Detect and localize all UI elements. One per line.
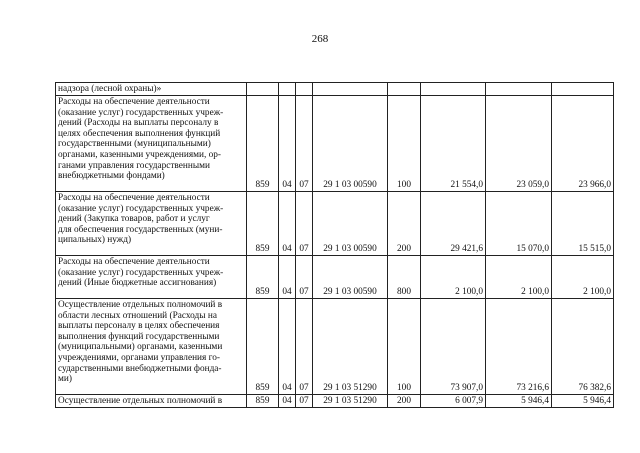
cell-subsection: 07 — [296, 299, 313, 395]
cell-description — [56, 192, 247, 256]
cell-amount-year-3: 76 382,6 — [552, 299, 614, 395]
cell-amount-year-3: 2 100,0 — [552, 256, 614, 299]
cell-section — [279, 83, 296, 96]
table-row — [56, 192, 614, 256]
cell-expense-type: 800 — [388, 256, 421, 299]
description-line: выплаты персоналу в целях обеспечения — [58, 321, 220, 332]
table-row — [56, 256, 614, 299]
cell-amount-year-2 — [486, 83, 552, 96]
cell-amount-year-2: 23 059,0 — [486, 96, 552, 192]
cell-amount-year-1: 29 421,6 — [421, 192, 486, 256]
cell-amount-year-2: 5 946,4 — [486, 395, 552, 408]
cell-target-article: 29 1 03 00590 — [313, 192, 388, 256]
cell-section: 04 — [279, 192, 296, 256]
description-line: ми) — [58, 374, 72, 385]
description-line: дений (Закупка товаров, работ и услуг — [58, 214, 210, 225]
table-row — [56, 83, 614, 96]
cell-expense-type — [388, 83, 421, 96]
cell-code — [247, 83, 279, 96]
cell-code: 859 — [247, 96, 279, 192]
page-number: 268 — [311, 33, 329, 45]
cell-amount-year-1: 73 907,0 — [421, 299, 486, 395]
description-line: Расходы на обеспечение деятельности — [58, 97, 210, 107]
cell-section: 04 — [279, 299, 296, 395]
description-line: Осуществление отдельных полномочий в — [58, 300, 223, 310]
cell-subsection — [296, 83, 313, 96]
description-line: внебюджетными фондами) — [58, 171, 165, 182]
budget-table-body — [56, 83, 614, 408]
cell-amount-year-3: 15 515,0 — [552, 192, 614, 256]
cell-target-article: 29 1 03 51290 — [313, 299, 388, 395]
cell-target-article: 29 1 03 00590 — [313, 256, 388, 299]
description-line: Осуществление отдельных полномочий в — [58, 396, 223, 406]
cell-amount-year-1: 21 554,0 — [421, 96, 486, 192]
cell-subsection: 07 — [296, 96, 313, 192]
description-line: Расходы на обеспечение деятельности — [58, 193, 210, 203]
description-line: дений (Расходы на выплаты персоналу в — [58, 118, 219, 129]
cell-section: 04 — [279, 256, 296, 299]
cell-description — [56, 395, 247, 408]
cell-subsection: 07 — [296, 395, 313, 408]
cell-code: 859 — [247, 395, 279, 408]
cell-description — [56, 96, 247, 192]
cell-section: 04 — [279, 96, 296, 192]
cell-amount-year-1 — [421, 83, 486, 96]
description-line: ганами управления государственными — [58, 160, 210, 171]
cell-code: 859 — [247, 192, 279, 256]
cell-target-article — [313, 83, 388, 96]
budget-table — [55, 82, 614, 408]
description-line: выполнения функций государственными — [58, 331, 220, 342]
table-row — [56, 96, 614, 192]
cell-expense-type: 200 — [388, 192, 421, 256]
description-line: органами, казенными учреждениями, ор- — [58, 149, 222, 160]
cell-amount-year-3: 23 966,0 — [552, 96, 614, 192]
description-line: Расходы на обеспечение деятельности — [58, 257, 210, 267]
cell-description — [56, 256, 247, 299]
description-line: надзора (лесной охраны)» — [58, 84, 162, 94]
table-row — [56, 395, 614, 408]
description-line: сударственными внебюджетными фонда- — [58, 363, 222, 374]
cell-amount-year-2: 2 100,0 — [486, 256, 552, 299]
description-line: для обеспечения государственных (муни- — [58, 224, 223, 235]
description-line: дений (Иные бюджетные ассигнования) — [58, 278, 217, 289]
description-line: государственными (муниципальными) — [58, 139, 211, 150]
cell-expense-type: 100 — [388, 96, 421, 192]
cell-description — [56, 299, 247, 395]
cell-code: 859 — [247, 299, 279, 395]
cell-expense-type: 100 — [388, 299, 421, 395]
cell-subsection: 07 — [296, 256, 313, 299]
cell-amount-year-3: 5 946,4 — [552, 395, 614, 408]
cell-description — [56, 83, 247, 96]
cell-amount-year-2: 73 216,6 — [486, 299, 552, 395]
cell-amount-year-3 — [552, 83, 614, 96]
cell-target-article: 29 1 03 51290 — [313, 395, 388, 408]
cell-section: 04 — [279, 395, 296, 408]
cell-target-article: 29 1 03 00590 — [313, 96, 388, 192]
description-line: (оказание услуг) государственных учреж- — [58, 267, 224, 278]
description-line: (оказание услуг) государственных учреж- — [58, 107, 224, 118]
cell-subsection: 07 — [296, 192, 313, 256]
cell-amount-year-1: 2 100,0 — [421, 256, 486, 299]
description-line: (муниципальными) органами, казенными — [58, 342, 223, 353]
description-line: целях обеспечения выполнения функций — [58, 128, 221, 139]
cell-expense-type: 200 — [388, 395, 421, 408]
cell-amount-year-2: 15 070,0 — [486, 192, 552, 256]
table-row — [56, 299, 614, 395]
cell-code: 859 — [247, 256, 279, 299]
description-line: области лесных отношений (Расходы на — [58, 310, 217, 321]
description-line: (оказание услуг) государственных учреж- — [58, 203, 224, 214]
description-line: учреждениями, органами управления го- — [58, 352, 220, 363]
description-line: ципальных) нужд) — [58, 235, 132, 246]
cell-amount-year-1: 6 007,9 — [421, 395, 486, 408]
